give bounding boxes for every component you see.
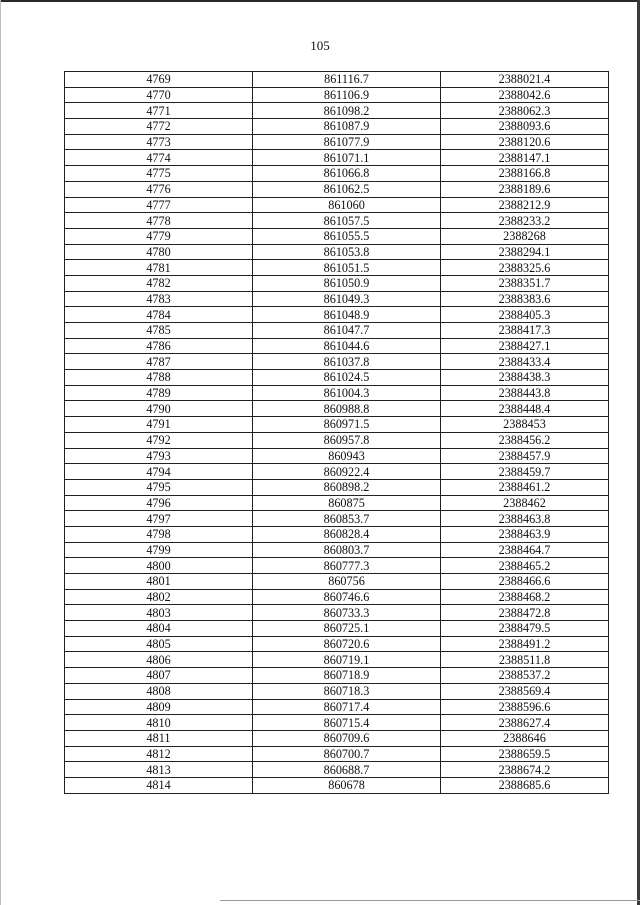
table-row (65, 668, 609, 684)
point-number-cell: 4775 (65, 166, 253, 182)
x-coordinate-cell: 861055.5 (253, 228, 441, 244)
point-number-cell: 4794 (65, 464, 253, 480)
point-number-cell: 4813 (65, 762, 253, 778)
x-coordinate-cell: 861116.7 (253, 72, 441, 88)
table-row (65, 275, 609, 291)
x-coordinate-cell: 861051.5 (253, 260, 441, 276)
y-coordinate-cell: 2388491.2 (441, 636, 609, 652)
point-number-cell: 4798 (65, 526, 253, 542)
y-coordinate-cell: 2388453 (441, 417, 609, 433)
y-coordinate-cell: 2388405.3 (441, 307, 609, 323)
x-coordinate-cell: 861106.9 (253, 87, 441, 103)
x-coordinate-cell: 860715.4 (253, 715, 441, 731)
x-coordinate-cell: 861044.6 (253, 338, 441, 354)
y-coordinate-cell: 2388463.9 (441, 526, 609, 542)
point-number-cell: 4773 (65, 134, 253, 150)
y-coordinate-cell: 2388537.2 (441, 668, 609, 684)
point-number-cell: 4789 (65, 385, 253, 401)
y-coordinate-cell: 2388674.2 (441, 762, 609, 778)
table-row (65, 354, 609, 370)
x-coordinate-cell: 860718.3 (253, 683, 441, 699)
point-number-cell: 4782 (65, 275, 253, 291)
table-row (65, 103, 609, 119)
table-row (65, 495, 609, 511)
x-coordinate-cell: 860725.1 (253, 621, 441, 637)
point-number-cell: 4776 (65, 181, 253, 197)
table-row (65, 197, 609, 213)
point-number-cell: 4806 (65, 652, 253, 668)
y-coordinate-cell: 2388685.6 (441, 777, 609, 793)
point-number-cell: 4783 (65, 291, 253, 307)
x-coordinate-cell: 860988.8 (253, 401, 441, 417)
y-coordinate-cell: 2388120.6 (441, 134, 609, 150)
x-coordinate-cell: 860688.7 (253, 762, 441, 778)
point-number-cell: 4802 (65, 589, 253, 605)
y-coordinate-cell: 2388062.3 (441, 103, 609, 119)
y-coordinate-cell: 2388463.8 (441, 511, 609, 527)
table-row (65, 589, 609, 605)
x-coordinate-cell: 860828.4 (253, 526, 441, 542)
x-coordinate-cell: 861077.9 (253, 134, 441, 150)
coordinates-table (64, 71, 609, 794)
x-coordinate-cell: 860971.5 (253, 417, 441, 433)
coordinates-table-body (65, 72, 609, 794)
y-coordinate-cell: 2388462 (441, 495, 609, 511)
x-coordinate-cell: 860943 (253, 448, 441, 464)
x-coordinate-cell: 860678 (253, 777, 441, 793)
table-row (65, 213, 609, 229)
y-coordinate-cell: 2388457.9 (441, 448, 609, 464)
y-coordinate-cell: 2388438.3 (441, 370, 609, 386)
y-coordinate-cell: 2388464.7 (441, 542, 609, 558)
table-row (65, 307, 609, 323)
x-coordinate-cell: 861062.5 (253, 181, 441, 197)
table-row (65, 511, 609, 527)
y-coordinate-cell: 2388351.7 (441, 275, 609, 291)
y-coordinate-cell: 2388459.7 (441, 464, 609, 480)
y-coordinate-cell: 2388511.8 (441, 652, 609, 668)
x-coordinate-cell: 861049.3 (253, 291, 441, 307)
point-number-cell: 4788 (65, 370, 253, 386)
point-number-cell: 4786 (65, 338, 253, 354)
x-coordinate-cell: 860720.6 (253, 636, 441, 652)
table-row (65, 464, 609, 480)
x-coordinate-cell: 860700.7 (253, 746, 441, 762)
scan-edge-left (0, 0, 1, 905)
point-number-cell: 4792 (65, 432, 253, 448)
table-row (65, 370, 609, 386)
point-number-cell: 4811 (65, 730, 253, 746)
x-coordinate-cell: 860803.7 (253, 542, 441, 558)
x-coordinate-cell: 860733.3 (253, 605, 441, 621)
table-row (65, 448, 609, 464)
point-number-cell: 4772 (65, 119, 253, 135)
y-coordinate-cell: 2388042.6 (441, 87, 609, 103)
table-row (65, 119, 609, 135)
y-coordinate-cell: 2388456.2 (441, 432, 609, 448)
y-coordinate-cell: 2388021.4 (441, 72, 609, 88)
point-number-cell: 4771 (65, 103, 253, 119)
point-number-cell: 4807 (65, 668, 253, 684)
x-coordinate-cell: 860777.3 (253, 558, 441, 574)
point-number-cell: 4787 (65, 354, 253, 370)
table-row (65, 558, 609, 574)
x-coordinate-cell: 860875 (253, 495, 441, 511)
y-coordinate-cell: 2388166.8 (441, 166, 609, 182)
table-row (65, 762, 609, 778)
x-coordinate-cell: 861047.7 (253, 323, 441, 339)
point-number-cell: 4804 (65, 621, 253, 637)
point-number-cell: 4780 (65, 244, 253, 260)
y-coordinate-cell: 2388569.4 (441, 683, 609, 699)
y-coordinate-cell: 2388461.2 (441, 479, 609, 495)
y-coordinate-cell: 2388212.9 (441, 197, 609, 213)
point-number-cell: 4809 (65, 699, 253, 715)
scan-edge-bottom (220, 900, 640, 901)
point-number-cell: 4793 (65, 448, 253, 464)
x-coordinate-cell: 860718.9 (253, 668, 441, 684)
point-number-cell: 4781 (65, 260, 253, 276)
x-coordinate-cell: 860719.1 (253, 652, 441, 668)
table-row (65, 432, 609, 448)
table-row (65, 338, 609, 354)
table-row (65, 621, 609, 637)
point-number-cell: 4770 (65, 87, 253, 103)
table-row (65, 683, 609, 699)
point-number-cell: 4790 (65, 401, 253, 417)
table-row (65, 542, 609, 558)
y-coordinate-cell: 2388443.8 (441, 385, 609, 401)
table-row (65, 134, 609, 150)
x-coordinate-cell: 861098.2 (253, 103, 441, 119)
y-coordinate-cell: 2388268 (441, 228, 609, 244)
point-number-cell: 4779 (65, 228, 253, 244)
table-row (65, 715, 609, 731)
y-coordinate-cell: 2388325.6 (441, 260, 609, 276)
table-row (65, 72, 609, 88)
point-number-cell: 4812 (65, 746, 253, 762)
point-number-cell: 4814 (65, 777, 253, 793)
point-number-cell: 4808 (65, 683, 253, 699)
table-row (65, 574, 609, 590)
y-coordinate-cell: 2388596.6 (441, 699, 609, 715)
point-number-cell: 4797 (65, 511, 253, 527)
table-row (65, 417, 609, 433)
x-coordinate-cell: 860756 (253, 574, 441, 590)
point-number-cell: 4799 (65, 542, 253, 558)
y-coordinate-cell: 2388466.6 (441, 574, 609, 590)
point-number-cell: 4778 (65, 213, 253, 229)
point-number-cell: 4769 (65, 72, 253, 88)
table-row (65, 166, 609, 182)
table-row (65, 746, 609, 762)
table-row (65, 150, 609, 166)
point-number-cell: 4801 (65, 574, 253, 590)
x-coordinate-cell: 860853.7 (253, 511, 441, 527)
y-coordinate-cell: 2388433.4 (441, 354, 609, 370)
y-coordinate-cell: 2388189.6 (441, 181, 609, 197)
x-coordinate-cell: 860717.4 (253, 699, 441, 715)
x-coordinate-cell: 860957.8 (253, 432, 441, 448)
x-coordinate-cell: 861087.9 (253, 119, 441, 135)
x-coordinate-cell: 860709.6 (253, 730, 441, 746)
point-number-cell: 4791 (65, 417, 253, 433)
y-coordinate-cell: 2388468.2 (441, 589, 609, 605)
y-coordinate-cell: 2388093.6 (441, 119, 609, 135)
x-coordinate-cell: 861037.8 (253, 354, 441, 370)
y-coordinate-cell: 2388627.4 (441, 715, 609, 731)
table-row (65, 730, 609, 746)
table-row (65, 291, 609, 307)
y-coordinate-cell: 2388479.5 (441, 621, 609, 637)
point-number-cell: 4784 (65, 307, 253, 323)
y-coordinate-cell: 2388427.1 (441, 338, 609, 354)
x-coordinate-cell: 861050.9 (253, 275, 441, 291)
y-coordinate-cell: 2388294.1 (441, 244, 609, 260)
point-number-cell: 4774 (65, 150, 253, 166)
point-number-cell: 4800 (65, 558, 253, 574)
table-row (65, 636, 609, 652)
table-row (65, 605, 609, 621)
point-number-cell: 4803 (65, 605, 253, 621)
table-row (65, 260, 609, 276)
x-coordinate-cell: 861060 (253, 197, 441, 213)
y-coordinate-cell: 2388472.8 (441, 605, 609, 621)
point-number-cell: 4785 (65, 323, 253, 339)
y-coordinate-cell: 2388233.2 (441, 213, 609, 229)
page-number: 105 (310, 38, 330, 53)
x-coordinate-cell: 861024.5 (253, 370, 441, 386)
x-coordinate-cell: 861053.8 (253, 244, 441, 260)
point-number-cell: 4796 (65, 495, 253, 511)
table-row (65, 401, 609, 417)
table-row (65, 652, 609, 668)
point-number-cell: 4777 (65, 197, 253, 213)
table-row (65, 479, 609, 495)
x-coordinate-cell: 860898.2 (253, 479, 441, 495)
y-coordinate-cell: 2388417.3 (441, 323, 609, 339)
scan-edge-top (0, 0, 640, 2)
y-coordinate-cell: 2388465.2 (441, 558, 609, 574)
y-coordinate-cell: 2388659.5 (441, 746, 609, 762)
table-row (65, 323, 609, 339)
x-coordinate-cell: 860922.4 (253, 464, 441, 480)
x-coordinate-cell: 861066.8 (253, 166, 441, 182)
y-coordinate-cell: 2388147.1 (441, 150, 609, 166)
point-number-cell: 4810 (65, 715, 253, 731)
table-row (65, 87, 609, 103)
x-coordinate-cell: 861004.3 (253, 385, 441, 401)
table-row (65, 777, 609, 793)
y-coordinate-cell: 2388448.4 (441, 401, 609, 417)
x-coordinate-cell: 861048.9 (253, 307, 441, 323)
table-row (65, 181, 609, 197)
x-coordinate-cell: 861071.1 (253, 150, 441, 166)
point-number-cell: 4805 (65, 636, 253, 652)
table-row (65, 699, 609, 715)
table-row (65, 526, 609, 542)
point-number-cell: 4795 (65, 479, 253, 495)
table-row (65, 385, 609, 401)
table-row (65, 228, 609, 244)
table-row (65, 244, 609, 260)
y-coordinate-cell: 2388383.6 (441, 291, 609, 307)
x-coordinate-cell: 861057.5 (253, 213, 441, 229)
y-coordinate-cell: 2388646 (441, 730, 609, 746)
x-coordinate-cell: 860746.6 (253, 589, 441, 605)
